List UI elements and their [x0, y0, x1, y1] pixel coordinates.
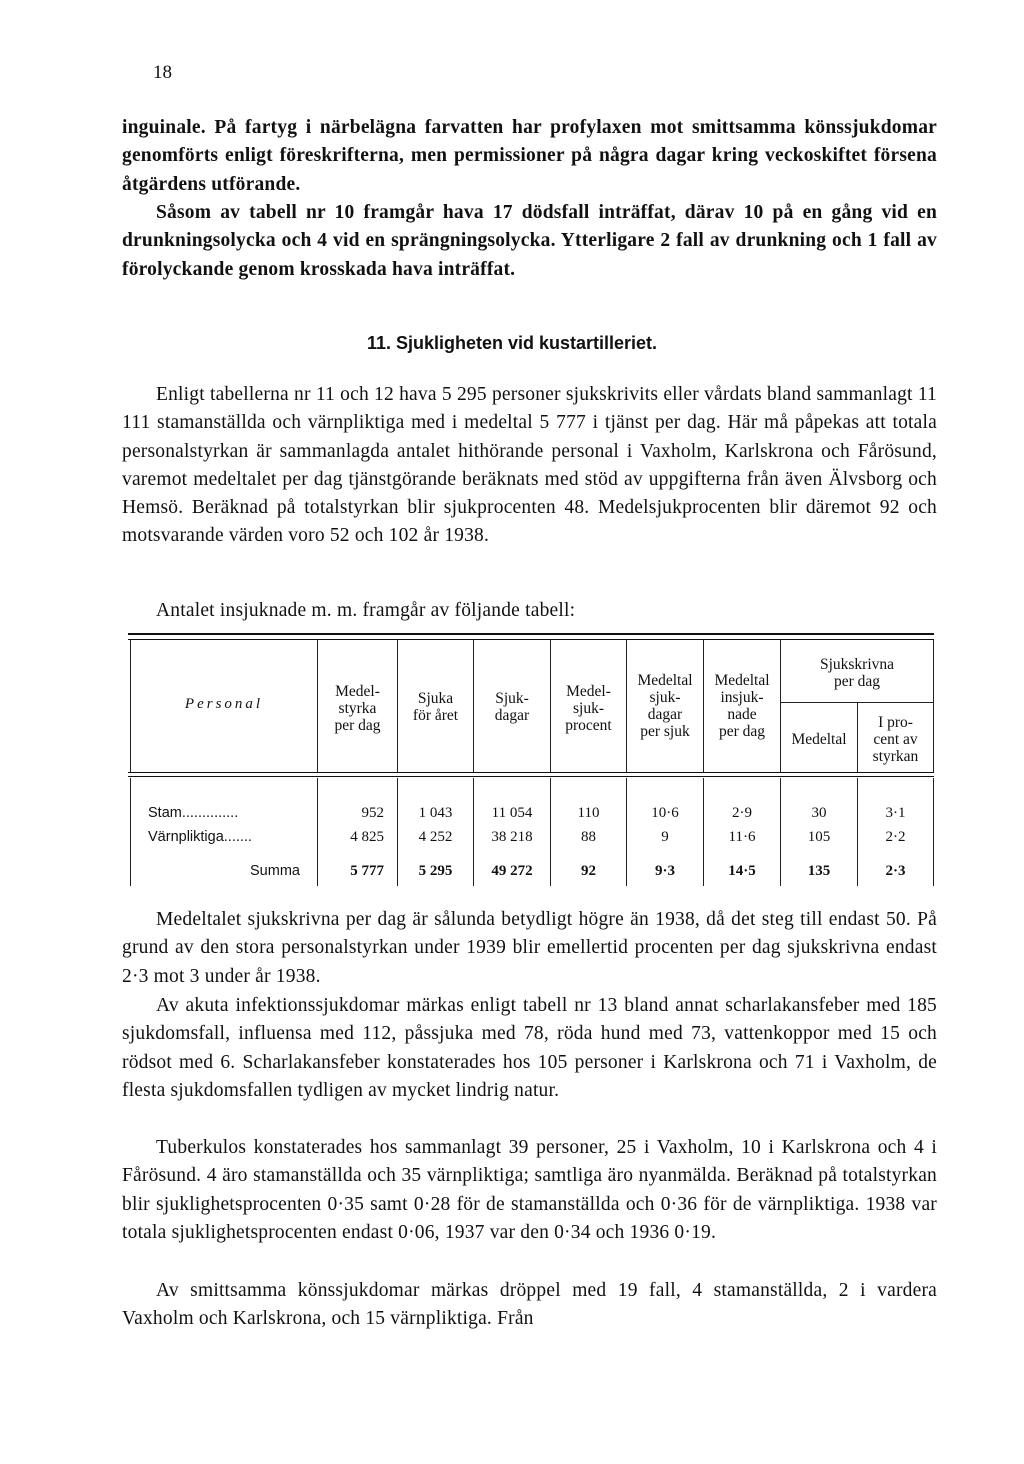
row-label-text: Värnpliktiga — [148, 829, 224, 845]
table-vline — [933, 778, 934, 886]
paragraph-akuta: Av akuta infektionssjukdomar märkas enligt tabell nr 13 bland annat scharlakansfeber med 185 sjukdomsfall, influensa med 112, påssjuka med 78, röda hund med 73, vattenkoppor med 15 och rödsot med 6. Scharlakansfeber konstaterades hos 105 personer i Karlskrona och 71 i Vaxholm, de flesta sjukdomsfallen tydligen av mycket lindrig natur. — [122, 995, 937, 1101]
cell-summa-sjukskrivna-medeltal: 135 — [807, 863, 831, 879]
row-label-summa — [250, 863, 300, 879]
cell-stam-sjuka: 1 043 — [418, 805, 453, 821]
header-line: dagar — [647, 706, 683, 723]
header-line: insjuk- — [720, 689, 764, 706]
cell-summa-medelstyrka: 5 777 — [350, 863, 384, 879]
header-line: Medeltal — [637, 672, 693, 689]
table-vline — [130, 778, 131, 886]
header-medelsjukprocent — [551, 683, 626, 734]
header-sjuka — [398, 690, 473, 724]
paragraph-medeltalet: Medeltalet sjukskrivna per dag är sålunda betydligt högre än 1938, då det steg till endast 50. På grund av den stora personalstyrkan under 1939 blir emellertid procenten per dag sjukskrivna endast 2·3 mot 3 under år 1938. — [122, 909, 937, 987]
section-heading: 11. Sjukligheten vid kustartilleriet. — [366, 333, 658, 353]
header-line: per dag — [334, 717, 381, 734]
sjukskrivna-group-rule — [780, 702, 933, 703]
cell-stam-sjukdagar: 11 054 — [491, 805, 533, 821]
paragraph-sjukskrivna: Enligt tabellerna nr 11 och 12 hava 5 295 personer sjukskrivits eller vårdats bland sammanlagt 11 111 stamanställda och värnpliktiga med i medeltal 5 777 i tjänst per dag. Här må påpekas att totala personalstyrkan är sammanlagda antalet hithörande personal i Vaxholm, Karlskrona och Fårösund, varemot medeltalet per dag tjänstgörande beräknats med stöd av uppgifterna från även Älvsborg och Hemsö. Beräknad på totalstyrkan blir sjukprocenten 48. Medelsjukprocenten blir däremot 92 och motsvarande värden voro 52 och 102 år 1938. — [122, 384, 937, 547]
header-sjukskrivna-procent — [858, 714, 933, 765]
cell-stam-sjukskrivna-procent: 3·1 — [885, 805, 906, 821]
header-line: per sjuk — [640, 723, 690, 740]
row-label-stam — [148, 805, 238, 821]
header-line: sjuk- — [649, 689, 681, 706]
header-line: per dag — [833, 673, 881, 690]
header-medelstyrka — [318, 683, 397, 734]
paragraph-konssjukdomar: Av smittsamma könssjukdomar märkas dröppel med 19 fall, 4 stamanställda, 2 i vardera Vaxholm och Karlskrona, och 15 värnpliktiga. Från — [122, 1280, 937, 1330]
cell-varnpliktiga-medeltal-sjukdagar: 9 — [661, 829, 669, 845]
cell-summa-sjukdagar: 49 272 — [491, 863, 533, 879]
table-top-rule — [128, 633, 934, 635]
cell-stam-medeltal-sjukdagar: 10·6 — [651, 805, 679, 821]
cell-varnpliktiga-medelsjukprocent: 88 — [581, 829, 596, 845]
cell-summa-sjuka: 5 295 — [418, 863, 453, 879]
row-leader: ....... — [223, 829, 252, 845]
cell-varnpliktiga-sjuka: 4 252 — [418, 829, 453, 845]
cell-stam-medelsjukprocent: 110 — [577, 805, 600, 821]
header-sjukskrivna-group — [781, 656, 933, 690]
header-line: Sjukskrivna — [819, 656, 895, 673]
header-personal: Personal — [184, 696, 264, 712]
header-sjukdagar — [474, 690, 550, 724]
header-line: Medel- — [335, 683, 380, 700]
cell-summa-sjukskrivna-procent: 2·3 — [885, 863, 906, 879]
header-line: styrka — [338, 700, 377, 717]
page-number: 18 — [153, 62, 172, 83]
header-line: per dag — [718, 723, 766, 740]
cell-stam-medeltal-insjuknade: 2·9 — [732, 805, 752, 821]
cell-varnpliktiga-sjukdagar: 38 218 — [491, 829, 533, 845]
table-vline — [933, 640, 934, 772]
table-top-rule-thin — [128, 639, 934, 640]
header-line: dagar — [494, 707, 530, 724]
paragraph-table-intro: Antalet insjuknade m. m. framgår av följande tabell: — [156, 600, 576, 621]
header-line: cent av — [873, 731, 918, 748]
cell-summa-medelsjukprocent: 92 — [581, 863, 596, 879]
header-medeltal-insjuknade — [704, 672, 780, 740]
paragraph-dodsfall: Såsom av tabell nr 10 framgår hava 17 dödsfall inträffat, därav 10 på en gång vid en drunkningsolycka och 4 vid en sprängningsolycka. Ytterligare 2 fall av drunkning och 1 fall av förolyckande genom krosskada hava inträffat. — [122, 202, 937, 280]
paragraph-tuberkulos: Tuberkulos konstaterades hos sammanlagt 39 personer, 25 i Vaxholm, 10 i Karlskrona och 4 i Fårösund. 4 äro stamanställda och 35 värnpliktiga; samtliga äro nyanmälda. Beräknad på totalstyrkan blir sjuklighetsprocenten 0·35 samt 0·28 för de stamanställda och 0·36 för de värnpliktiga. 1938 var totala sjuklighetsprocenten endast 0·06, 1937 var den 0·34 och 1936 0·19. — [122, 1137, 937, 1243]
header-line: Sjuk- — [495, 690, 529, 707]
cell-stam-medelstyrka: 952 — [361, 805, 384, 821]
header-line: I pro- — [878, 714, 913, 731]
header-sjukskrivna-medeltal: Medeltal — [791, 731, 847, 748]
header-line: procent — [565, 717, 612, 734]
table-header-rule-thin — [128, 776, 934, 777]
header-medeltal-sjukdagar — [627, 672, 703, 740]
header-line: Medeltal — [714, 672, 770, 689]
header-line: sjuk- — [573, 700, 604, 717]
cell-varnpliktiga-medeltal-insjuknade: 11·6 — [728, 829, 756, 845]
cell-varnpliktiga-sjukskrivna-procent: 2·2 — [885, 829, 906, 845]
cell-varnpliktiga-sjukskrivna-medeltal: 105 — [807, 829, 831, 845]
cell-varnpliktiga-medelstyrka: 4 825 — [350, 829, 384, 845]
cell-summa-medeltal-insjuknade: 14·5 — [728, 863, 756, 879]
cell-stam-sjukskrivna-medeltal: 30 — [811, 805, 827, 821]
cell-summa-medeltal-sjukdagar: 9·3 — [654, 863, 675, 879]
header-line: Medel- — [566, 683, 611, 700]
header-line: styrkan — [872, 748, 919, 765]
table-vline — [130, 640, 131, 772]
row-leader: .............. — [181, 805, 239, 821]
paragraph-intro: inguinale. På fartyg i närbelägna farvatten har profylaxen mot smittsamma könssjukdomar genomförts enligt föreskrifterna, men permissioner på några dagar kring veckoskiftet försena åtgärdens utförande. — [122, 117, 937, 195]
row-label-text: Summa — [250, 863, 300, 879]
row-label-varnpliktiga — [148, 829, 252, 845]
row-label-text: Stam — [148, 805, 182, 821]
table-header-rule — [128, 772, 934, 773]
header-line: Sjuka — [417, 690, 454, 707]
header-line: för året — [412, 707, 459, 724]
header-line: nade — [727, 706, 757, 723]
